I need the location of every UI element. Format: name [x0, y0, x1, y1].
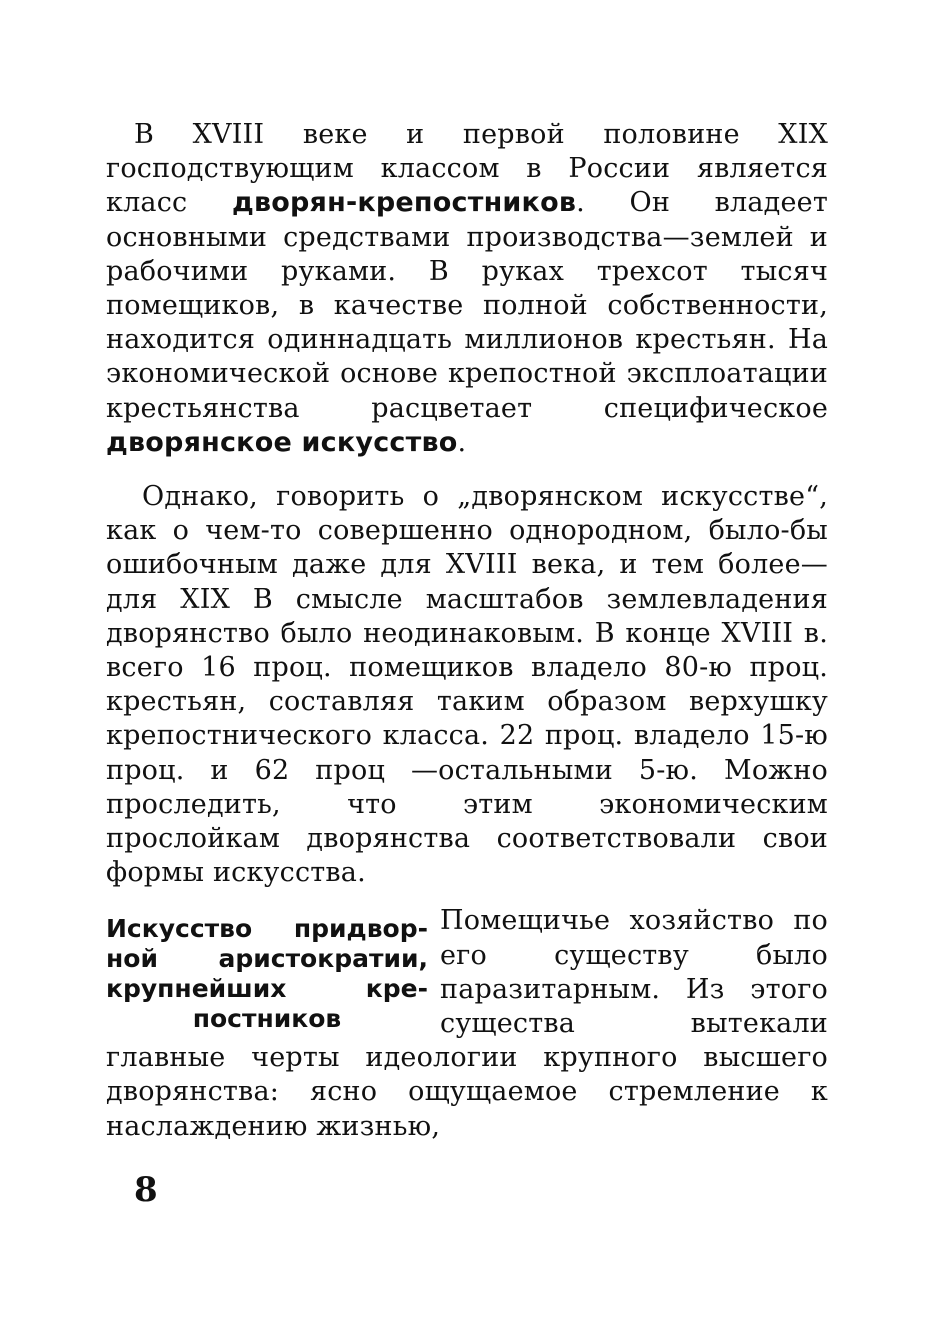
side-heading-line-4: постников [192, 1004, 342, 1034]
paragraph-1-text-a: В XVIII веке и первой половине XIX господствующим классом в России является класс [106, 119, 828, 219]
section-aristocracy [106, 904, 828, 1143]
paragraph-gap [106, 460, 828, 480]
paragraph-1 [106, 118, 828, 460]
page-body [106, 118, 828, 1144]
paragraph-3: Помещичье хозяйство по его существу было паразитарным. Из этого существа вытекали главные черты идеологии крупного высшего дворянства: ясно ощущаемое стремление к наслаждению жизнью, [106, 905, 828, 1142]
side-heading-line-2: ной аристократии, [106, 944, 428, 974]
bold-term-art: дворянское искусство [106, 426, 458, 458]
side-heading-line-1: Искусство придвор- [106, 914, 428, 944]
side-heading-line-3: крупнейших кре- [106, 974, 428, 1004]
side-heading [106, 914, 428, 1034]
paragraph-1-text-b: . Он владеет основными средствами производства—землей и рабочими руками. В руках трехсот тысяч помещиков, в качестве полной собственности, находится одиннадцать миллионов крестьян. На экономической основе крепостной эксплоатации крестьянства расцветает специфическое [106, 187, 829, 424]
paragraph-1-text-c: . [457, 426, 467, 458]
page-number: 8 [134, 1170, 158, 1210]
bold-term-dvoryane: дворян-крепостников [231, 187, 577, 219]
paragraph-2: Однако, говорить о „дворянском искусстве“, как о чем-то совершенно однородном, было-бы ошибочным даже для XVIII века, и тем более—для XIX В смысле масштабов землевладения дворянство было неодинаковым. В конце XVIII в. всего 16 проц. помещиков владело 80-ю проц. крестьян, составляя таким образом верхушку крепостнического класса. 22 проц. владело 15-ю проц. и 62 проц —остальными 5-ю. Можно проследить, что этим экономическим прослойкам дворянства соответствовали свои формы искусства. [106, 481, 828, 889]
